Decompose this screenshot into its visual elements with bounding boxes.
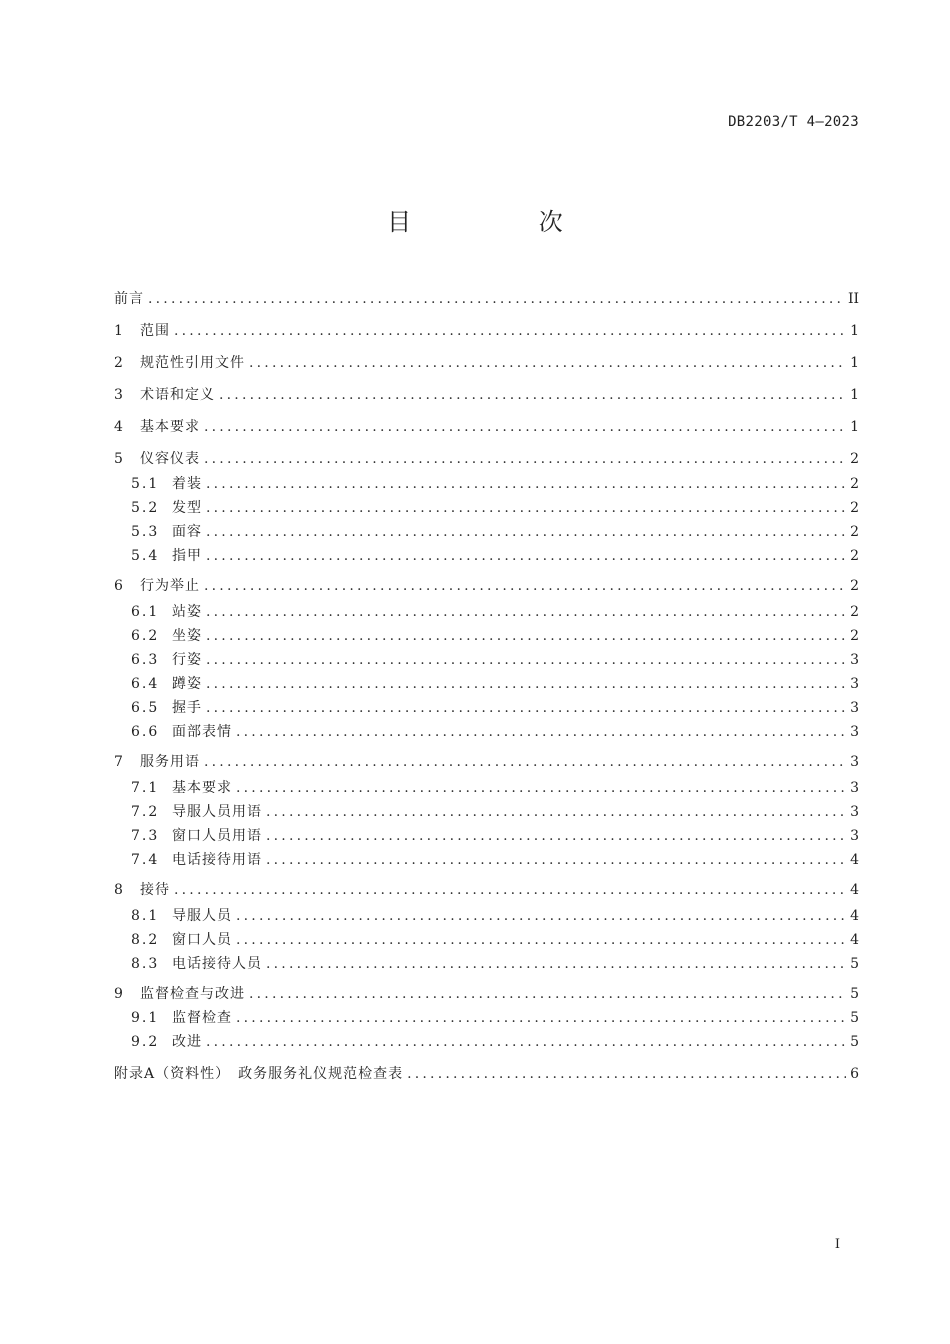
toc-leader-dots (204, 417, 846, 437)
toc-entry-number: 8.2 (131, 932, 160, 948)
toc-leader-dots (236, 930, 846, 950)
toc-entry-page: 3 (850, 700, 859, 716)
toc-entry-page: 2 (850, 628, 859, 644)
toc-entry-title: 监督检查与改进 (140, 986, 245, 1002)
toc-entry-title: 面部表情 (172, 724, 232, 740)
toc-entry[interactable] (114, 880, 859, 900)
toc-entry-number: 6.4 (131, 676, 160, 692)
toc-leader-dots (266, 802, 846, 822)
toc-entry-page: 2 (850, 604, 859, 620)
toc-entry-page: 6 (850, 1066, 859, 1082)
toc-leader-dots (206, 1032, 846, 1052)
toc-entry-title: 站姿 (172, 604, 202, 620)
toc-entry-title: 蹲姿 (172, 676, 202, 692)
toc-entry-title: 导服人员 (172, 908, 232, 924)
toc-entry[interactable] (131, 698, 859, 718)
toc-entry[interactable] (131, 802, 859, 822)
toc-entry-title: 导服人员用语 (172, 804, 262, 820)
toc-entry[interactable] (114, 321, 859, 341)
toc-entry-number: 5.4 (131, 548, 160, 564)
toc-entry[interactable] (131, 674, 859, 694)
toc-entry-page: 4 (850, 932, 859, 948)
toc-entry-number: 6.6 (131, 724, 160, 740)
toc-entry[interactable] (131, 498, 859, 518)
toc-entry-number: 6 (114, 578, 123, 594)
toc-entry-number: 4 (114, 419, 123, 435)
toc-entry-page: 3 (850, 780, 859, 796)
toc-entry-number: 8.1 (131, 908, 160, 924)
toc-entry-title: 电话接待用语 (172, 852, 262, 868)
toc-entry-title: 坐姿 (172, 628, 202, 644)
toc-entry-page: 3 (850, 676, 859, 692)
toc-entry-title: 监督检查 (172, 1010, 232, 1026)
toc-entry-page: II (847, 291, 859, 307)
toc-entry-number: 7.3 (131, 828, 160, 844)
toc-entry-title: 电话接待人员 (172, 956, 262, 972)
toc-entry-title: 行为举止 (140, 578, 200, 594)
toc-leader-dots (206, 674, 846, 694)
toc-leader-dots (206, 522, 846, 542)
toc-entry-number: 1 (114, 323, 123, 339)
toc-entry-title: 基本要求 (140, 419, 200, 435)
toc-leader-dots (266, 850, 846, 870)
toc-entry[interactable] (131, 546, 859, 566)
toc-leader-dots (249, 984, 846, 1004)
toc-entry[interactable] (114, 576, 859, 596)
toc-entry-number: 7.4 (131, 852, 160, 868)
toc-leader-dots (148, 289, 844, 309)
toc-entry-title: 术语和定义 (140, 387, 215, 403)
toc-entry[interactable] (114, 353, 859, 373)
toc-leader-dots (204, 752, 846, 772)
toc-entry-page: 3 (850, 652, 859, 668)
toc-entry[interactable] (131, 722, 859, 742)
toc-entry-page: 1 (850, 355, 859, 371)
toc-entry[interactable] (131, 778, 859, 798)
toc-entry-page: 3 (850, 724, 859, 740)
toc-entry-number: 6.5 (131, 700, 160, 716)
toc-entry-title: 基本要求 (172, 780, 232, 796)
toc-leader-dots (206, 698, 846, 718)
toc-entry-page: 4 (850, 908, 859, 924)
toc-entry-page: 2 (850, 476, 859, 492)
toc-entry[interactable] (131, 1032, 859, 1052)
toc-entry[interactable] (131, 826, 859, 846)
toc-entry[interactable] (114, 417, 859, 437)
toc-entry[interactable] (114, 752, 859, 772)
toc-entry-page: 5 (850, 1034, 859, 1050)
toc-leader-dots (174, 321, 846, 341)
toc-entry[interactable] (114, 1064, 859, 1084)
toc-entry-title: 窗口人员 (172, 932, 232, 948)
toc-title: 目 次 (387, 208, 623, 236)
toc-entry-page: 2 (850, 524, 859, 540)
toc-entry[interactable] (131, 650, 859, 670)
footer-page-number: I (834, 1237, 840, 1252)
toc-entry-number: 6.2 (131, 628, 160, 644)
toc-leader-dots (174, 880, 846, 900)
toc-leader-dots (206, 546, 846, 566)
toc-entry-title: 范围 (140, 323, 170, 339)
toc-entry-title: 行姿 (172, 652, 202, 668)
toc-entry[interactable] (131, 1008, 859, 1028)
toc-entry-number: 3 (114, 387, 123, 403)
toc-leader-dots (236, 1008, 846, 1028)
toc-entry-title: 仪容仪表 (140, 451, 200, 467)
toc-entry-number: 5 (114, 451, 123, 467)
toc-entry-page: 5 (850, 986, 859, 1002)
toc-entry-page: 3 (850, 754, 859, 770)
toc-entry-number: 9 (114, 986, 123, 1002)
toc-entry-page: 3 (850, 828, 859, 844)
toc-leader-dots (206, 626, 846, 646)
toc-entry-title: 服务用语 (140, 754, 200, 770)
toc-entry-number: 2 (114, 355, 123, 371)
toc-leader-dots (236, 778, 846, 798)
toc-entry-number: 7.1 (131, 780, 160, 796)
toc-leader-dots (206, 474, 846, 494)
toc-entry-number: 7.2 (131, 804, 160, 820)
toc-leader-dots (204, 576, 846, 596)
toc-entry[interactable] (131, 626, 859, 646)
toc-leader-dots (266, 954, 846, 974)
toc-entry-title: 握手 (172, 700, 202, 716)
toc-leader-dots (206, 602, 846, 622)
toc-leader-dots (249, 353, 846, 373)
toc-entry-title: 发型 (172, 500, 202, 516)
toc-entry[interactable] (131, 522, 859, 542)
toc-leader-dots (219, 385, 846, 405)
toc-entry-page: 4 (850, 852, 859, 868)
toc-entry-page: 4 (850, 882, 859, 898)
toc-leader-dots (204, 449, 846, 469)
toc-entry-page: 5 (850, 1010, 859, 1026)
toc-leader-dots (206, 650, 846, 670)
toc-entry-number: 5.3 (131, 524, 160, 540)
toc-entry[interactable] (114, 385, 859, 405)
toc-entry-title: 规范性引用文件 (140, 355, 245, 371)
toc-entry-title: 改进 (172, 1034, 202, 1050)
toc-entry-page: 2 (850, 500, 859, 516)
toc-entry[interactable] (131, 906, 859, 926)
toc-entry-number: 8 (114, 882, 123, 898)
toc-leader-dots (236, 906, 846, 926)
toc-entry-title: 着装 (172, 476, 202, 492)
toc-entry-page: 1 (850, 323, 859, 339)
toc-entry-number: 5.2 (131, 500, 160, 516)
toc-entry[interactable] (131, 930, 859, 950)
toc-leader-dots (407, 1064, 846, 1084)
toc-entry-number: 7 (114, 754, 123, 770)
toc-entry-number: 6.3 (131, 652, 160, 668)
toc-leader-dots (206, 498, 846, 518)
toc-entry-page: 3 (850, 804, 859, 820)
toc-entry-number: 8.3 (131, 956, 160, 972)
toc-entry-title: 接待 (140, 882, 170, 898)
toc-entry-title: 附录A（资料性） 政务服务礼仪规范检查表 (114, 1066, 404, 1082)
toc-entry[interactable] (131, 602, 859, 622)
toc-entry[interactable] (114, 984, 859, 1004)
toc-entry-page: 5 (850, 956, 859, 972)
toc-entry[interactable] (114, 449, 859, 469)
toc-entry-page: 2 (850, 451, 859, 467)
toc-entry-title: 窗口人员用语 (172, 828, 262, 844)
toc-entry-number: 6.1 (131, 604, 160, 620)
toc-entry-title: 面容 (172, 524, 202, 540)
toc-entry-number: 9.1 (131, 1010, 160, 1026)
toc-entry-page: 1 (850, 387, 859, 403)
toc-entry[interactable] (131, 954, 859, 974)
toc-entry[interactable] (131, 474, 859, 494)
toc-entry-number: 9.2 (131, 1034, 160, 1050)
toc-entry-number: 5.1 (131, 476, 160, 492)
toc-entry-title: 前言 (114, 291, 144, 307)
toc-entry[interactable] (114, 289, 859, 309)
toc-entry-title: 指甲 (172, 548, 202, 564)
document-code: DB2203/T 4—2023 (728, 114, 859, 130)
toc-leader-dots (266, 826, 846, 846)
toc-entry-page: 2 (850, 578, 859, 594)
toc-leader-dots (236, 722, 846, 742)
toc-entry[interactable] (131, 850, 859, 870)
toc-entry-page: 1 (850, 419, 859, 435)
toc-entry-page: 2 (850, 548, 859, 564)
